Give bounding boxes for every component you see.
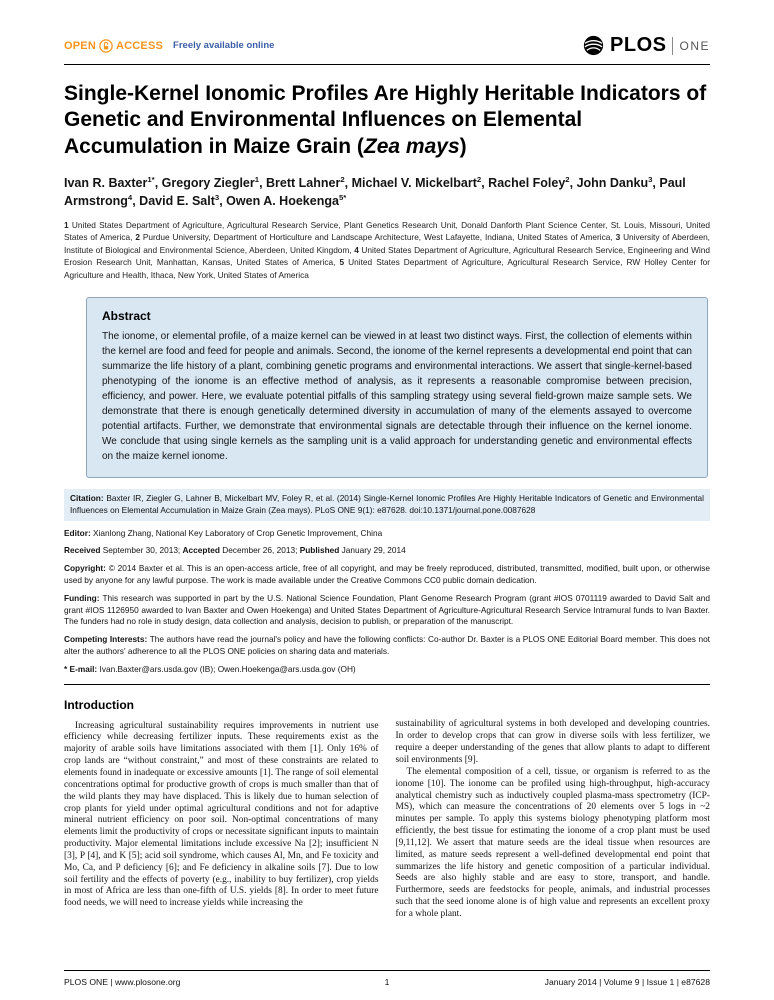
plos-one-logo xyxy=(583,34,710,57)
author: John Danku$^3$, xyxy=(576,174,660,190)
header-rule xyxy=(64,64,710,65)
body-rule xyxy=(64,684,710,685)
logo-divider xyxy=(672,37,673,55)
species-name: Zea mays xyxy=(363,134,460,158)
footer-journal: PLOS ONE | www.plosone.org xyxy=(64,977,181,987)
intro-paragraph-2: The elemental composition of a cell, tissue, or organism is referred to as the ionome [10]. The ionome can be profiled using high-throughput, high-accuracy analytical chemistry such as inductively coupled plasma-mass spectrometry (ICP-MS), which can measure the concentrations of 20 elements over 5 logs in ~2 minutes per sample. To apply this systems biology phenotyping platform most efficiently, the best tissue for estimating the ionome of a crop plant must be used [9,11,12]. We assert that mature seeds are the ideal tissue when resources are limited, as mature seeds represent a well-defined developmental end point that summarizes the life history and genetic composition of a particular individual. Seeds are also highly stable and are easy to store, transport, and handle. Furthermore, seeds are feedstocks for people, animals, and industrial processes such that the seed ionome alone is of high value and represents an excellent proxy for a whole plant. xyxy=(395,766,710,919)
author: Rachel Foley$^2$, xyxy=(488,174,577,190)
citation-line: Citation: Baxter IR, Ziegler G, Lahner B, Mickelbart MV, Foley R, et al. (2014) Single-Kernel Ionomic Profiles Are Highly Heritable Indicators of Genetic and Environmental Influences on Elemental Accumulation in Maize Grain (Zea mays). PLoS ONE 9(1): e87628. doi:10.1371/journal.pone.0087628 xyxy=(70,493,704,515)
open-access-banner xyxy=(64,39,274,53)
abstract-text: The ionome, or elemental profile, of a maize kernel can be viewed in at least two distinct ways. First, the collection of elements within the kernel are food and feed for people and animals. Second, the ionome of the kernel represents a developmental end point that can summarize the life history of a plant, combining genetic programs and environmental interactions. We assert that single-kernel-based phenotyping of the ionome is an effective method of analysis, as it represents a reasonable compromise between precision, efficiency, and power. Here, we evaluate potential pitfalls of this sampling strategy using several field-grown maize sample sets. We demonstrate that there is enough genetically determined diversity in accumulation of many of the elements assayed to overcome potential artifacts. Further, we demonstrate that environmental signals are detectable through their influence on the kernel ionome. We conclude that using single kernels as the sampling unit is a valid approach for understanding genetic and environmental effects on the maize kernel ionome. xyxy=(102,331,692,463)
email-addresses[interactable]: Ivan.Baxter@ars.usda.gov (IB); Owen.Hoekenga@ars.usda.gov (OH) xyxy=(99,663,356,674)
article-metadata xyxy=(64,489,710,675)
author: David E. Salt$^3$, xyxy=(139,192,227,208)
author: Paul Armstrong$^4$, xyxy=(64,175,686,208)
footer-page-number: 1 xyxy=(384,977,390,987)
funding-line: Funding: This research was supported in part by the U.S. National Science Foundation, Plant Genome Research Program (grant #IOS 0701119 awarded to David Salt and grant #IOS 1126950 awarded to Ivan Baxter and Owen Hoekenga) and United States Department of Agriculture-Agricultural Research Service Intramural funds to Ivan Baxter. The funders had no role in study design, data collection and analysis, decision to publish, or preparation of the manuscript. xyxy=(64,592,710,627)
open-access-lock-icon xyxy=(99,39,113,53)
article-body xyxy=(64,698,710,920)
competing-interests-line: Competing Interests: The authors have read the journal's policy and have the following conflicts: Co-author Dr. Baxter is a PLOS ONE Editorial Board member. This does not alter the authors' adherence to all the PLOS ONE policies on sharing data and materials. xyxy=(64,634,710,656)
affiliations: 1 United States Department of Agriculture, Agricultural Research Service, Plant Genetics Research Unit, Donald Danforth Plant Science Center, St. Louis, Missouri, United States of America, 2 Purdue University, Department of Horticulture and Landscape Architecture, West Lafayette, Indiana, United States of America, 3 University of Aberdeen, Institute of Biological and Environmental Science, Aberdeen, United Kingdom, 4 United States Department of Agriculture, Agricultural Research Service, Engineering and Wind Erosion Research Unit, Manhattan, Kansas, United States of America, 5 United States Department of Agriculture, Agricultural Research Service, RW Holley Center for Agriculture and Health, Ithaca, New York, United States of America xyxy=(64,219,710,280)
author: Gregory Ziegler$^1$, xyxy=(161,174,267,190)
page-footer xyxy=(64,970,710,987)
plos-wordmark: PLOS xyxy=(610,34,667,56)
one-wordmark: ONE xyxy=(679,38,710,53)
author: Owen A. Hoekenga$^{5*}$ xyxy=(226,192,347,208)
author: Michael V. Mickelbart$^2$, xyxy=(351,174,489,190)
editor-line: Editor: Xianlong Zhang, National Key Laboratory of Crop Genetic Improvement, China xyxy=(64,527,383,538)
plos-emblem-icon xyxy=(583,35,604,56)
freely-available-label: Freely available online xyxy=(173,40,275,51)
intro-paragraph-1-continued: sustainability of agricultural systems in both developed and developing countries. In order to develop crops that can grow in diverse soils with less fertilizer, we require a deeper understanding of the genes that allow plants to adapt to different soil environments [9]. xyxy=(395,719,710,766)
citation-block xyxy=(64,489,710,521)
page-header xyxy=(64,34,710,57)
left-column xyxy=(64,698,379,920)
abstract-heading: Abstract xyxy=(102,309,151,324)
footer-issue-info: January 2014 | Volume 9 | Issue 1 | e87628 xyxy=(544,977,710,987)
copyright-line: Copyright: © 2014 Baxter et al. This is an open-access article, free of all copyright, and may be freely reproduced, distributed, transmitted, modified, built upon, or otherwise used by anyone for any lawful purpose. The work is made available under the Creative Commons CC0 public domain dedication. xyxy=(64,563,710,586)
intro-paragraph-1: Increasing agricultural sustainability requires improvements in nutrient use efficiency while decreasing fertilizer inputs. These requirements exist as the majority of arable soils have limitations associated with them [1]. Only 16% of crop lands are “without constraint,” and most of these constraints are related to elements found in inadequate or excessive amounts [1]. The range of soil elemental concentrations optimal for productive growth of crops is much smaller than that of the wild plants they may have displaced. This is likely due to human selection of crop plants for yield under optimal agricultural conditions and not for adaptive mineral nutrient efficiency on poor soil. Non-optimal concentrations of many elements limit the productivity of crops or necessitate significant inputs to maintain productivity. Major elemental limitations include excessive Na [2]; insufficient N [3], P [4], and K [5]; acid soil syndrome, which causes Al, Mn, and Fe toxicity and Mo, Ca, and P deficiency [6]; and Fe deficiency in alkaline soils [7]. Due to low soil fertility and the effects of poverty (e.g., inability to buy fertilizer), crop yields in most of Africa are less than one-fifth of U.S. yields [8]. In order to meet future food needs, we will need to increase yields while increasing the xyxy=(64,720,379,909)
open-access-open-label: OPEN xyxy=(64,39,96,52)
footer-rule xyxy=(64,970,710,971)
author-list xyxy=(64,173,710,210)
author: Ivan R. Baxter$^{1*}$, xyxy=(64,174,162,190)
email-line: * E-mail: Ivan.Baxter@ars.usda.gov (IB); Owen.Hoekenga@ars.usda.gov (OH) xyxy=(64,663,356,674)
article-title: Single-Kernel Ionomic Profiles Are Highly Heritable Indicators of Genetic and Environmental Influences on Elemental Accumulation in Maize Grain (Zea mays) xyxy=(64,82,707,158)
open-access-access-label: ACCESS xyxy=(115,39,164,52)
author: Brett Lahner$^2$, xyxy=(266,174,352,190)
dates-line: Received September 30, 2013; Accepted December 26, 2013; Published January 29, 2014 xyxy=(64,545,406,556)
abstract-box xyxy=(86,297,708,478)
introduction-heading: Introduction xyxy=(64,698,134,713)
right-column xyxy=(396,698,711,920)
